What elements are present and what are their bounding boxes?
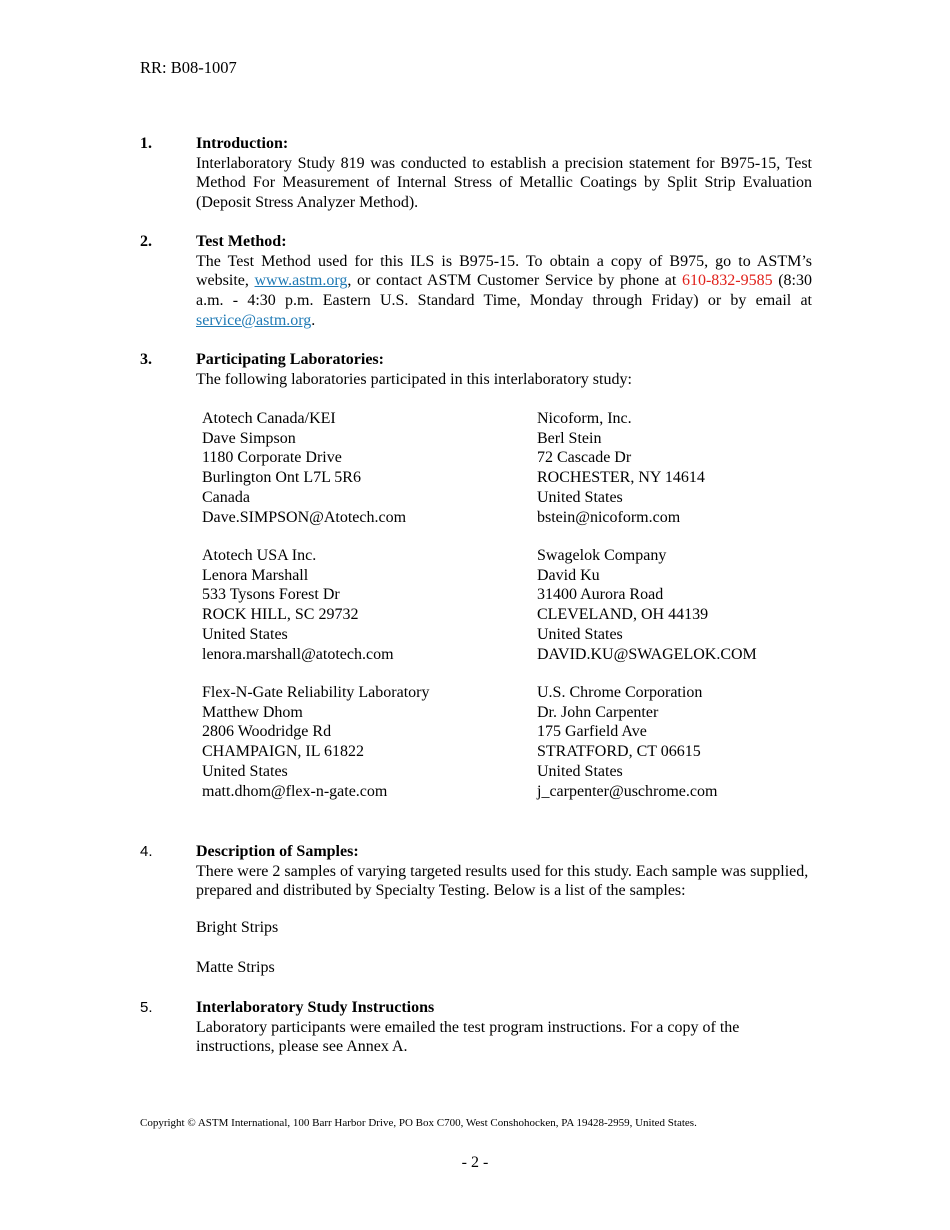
report-id: RR: B08-1007	[140, 58, 237, 77]
lab-name: Swagelok Company	[537, 547, 667, 564]
lab-country: Canada	[202, 488, 250, 506]
laboratory-entry	[537, 409, 857, 527]
lab-name: Flex-N-Gate Reliability Laboratory	[202, 684, 430, 701]
lab-country: United States	[537, 488, 623, 506]
section-title: Interlaboratory Study Instructions	[196, 999, 435, 1016]
laboratory-entry	[202, 546, 522, 664]
lab-city: STRATFORD, CT 06615	[537, 743, 701, 761]
customer-service-phone: 610-832-9585	[681, 272, 773, 290]
lab-city: ROCK HILL, SC 29732	[202, 606, 359, 624]
lab-street: 72 Cascade Dr	[537, 449, 632, 467]
lab-name: Nicoform, Inc.	[537, 410, 632, 427]
lab-contact: Dave Simpson	[202, 429, 296, 447]
section-description-of-samples	[140, 842, 812, 901]
lab-name: Atotech Canada/KEI	[202, 410, 336, 427]
section-text: The following laboratories participated in this interlaboratory study:	[196, 370, 632, 388]
lab-street: 1180 Corporate Drive	[202, 449, 342, 467]
section-number: 3.	[140, 351, 152, 368]
laboratory-entry	[537, 546, 857, 664]
lab-contact: David Ku	[537, 566, 600, 584]
lab-email: matt.dhom@flex-n-gate.com	[202, 782, 388, 800]
lab-city: CLEVELAND, OH 44139	[537, 606, 709, 624]
section-test-method	[140, 232, 812, 331]
section-title: Test Method:	[196, 233, 287, 250]
laboratory-entry	[202, 683, 522, 801]
section-number: 5.	[140, 999, 153, 1016]
section-text	[196, 252, 812, 331]
section-participating-laboratories	[140, 350, 812, 389]
lab-street: 175 Garfield Ave	[537, 723, 647, 741]
section-title: Participating Laboratories:	[196, 351, 384, 368]
lab-country: United States	[537, 762, 623, 780]
lab-email: bstein@nicoform.com	[537, 508, 681, 526]
lab-street: 2806 Woodridge Rd	[202, 723, 332, 741]
section-study-instructions	[140, 998, 812, 1057]
lab-country: United States	[202, 762, 288, 780]
text-part: The Test Method used for this ILS is B975-15. To obtain a copy of B975, go to ASTM’s website,	[196, 252, 812, 290]
lab-email: Dave.SIMPSON@Atotech.com	[202, 508, 407, 526]
section-title: Description of Samples:	[196, 843, 359, 860]
section-text: Interlaboratory Study 819 was conducted to establish a precision statement for B975-15, Test Method For Measurement of Internal Stress of Metallic Coatings by Split Strip Evaluation (Deposit Stress Analyzer Method).	[196, 154, 812, 212]
lab-contact: Lenora Marshall	[202, 566, 309, 584]
lab-email: lenora.marshall@atotech.com	[202, 645, 394, 663]
lab-street: 533 Tysons Forest Dr	[202, 586, 340, 604]
lab-name: Atotech USA Inc.	[202, 547, 317, 564]
laboratory-entry	[202, 409, 522, 527]
sample-item: Bright Strips	[196, 919, 279, 936]
lab-city: ROCHESTER, NY 14614	[537, 469, 705, 487]
copyright-footer: Copyright © ASTM International, 100 Barr Harbor Drive, PO Box C700, West Conshohocken, PA 19428-2959, United States.	[140, 1117, 697, 1129]
lab-city: CHAMPAIGN, IL 61822	[202, 743, 364, 761]
lab-name: U.S. Chrome Corporation	[537, 684, 703, 701]
section-number: 2.	[140, 233, 152, 250]
lab-email: DAVID.KU@SWAGELOK.COM	[537, 645, 757, 663]
lab-contact: Berl Stein	[537, 429, 602, 447]
astm-website-link[interactable]: www.astm.org	[254, 272, 348, 290]
section-text: Laboratory participants were emailed the test program instructions. For a copy of the instructions, please see Annex A.	[196, 1018, 740, 1056]
laboratory-entry	[537, 683, 857, 801]
text-part: .	[311, 311, 316, 329]
lab-contact: Dr. John Carpenter	[537, 703, 659, 721]
lab-country: United States	[537, 625, 623, 643]
lab-city: Burlington Ont L7L 5R6	[202, 469, 361, 487]
section-introduction	[140, 134, 812, 213]
sample-item: Matte Strips	[196, 959, 275, 976]
section-number: 4.	[140, 843, 153, 860]
text-part: (8:30 a.m. - 4:30 p.m. Eastern U.S. Standard Time, Monday through Friday) or by email at	[196, 272, 813, 310]
service-email-link[interactable]: service@astm.org	[196, 311, 312, 329]
lab-email: j_carpenter@uschrome.com	[537, 782, 718, 800]
lab-contact: Matthew Dhom	[202, 703, 303, 721]
section-title: Introduction:	[196, 135, 289, 152]
lab-country: United States	[202, 625, 288, 643]
lab-street: 31400 Aurora Road	[537, 586, 664, 604]
text-part: , or contact ASTM Customer Service by phone at	[347, 272, 682, 290]
section-text: There were 2 samples of varying targeted results used for this study. Each sample was supplied, prepared and distributed by Specialty Testing. Below is a list of the samples:	[196, 862, 809, 900]
section-number: 1.	[140, 135, 152, 152]
page-number: - 2 -	[461, 1154, 489, 1171]
